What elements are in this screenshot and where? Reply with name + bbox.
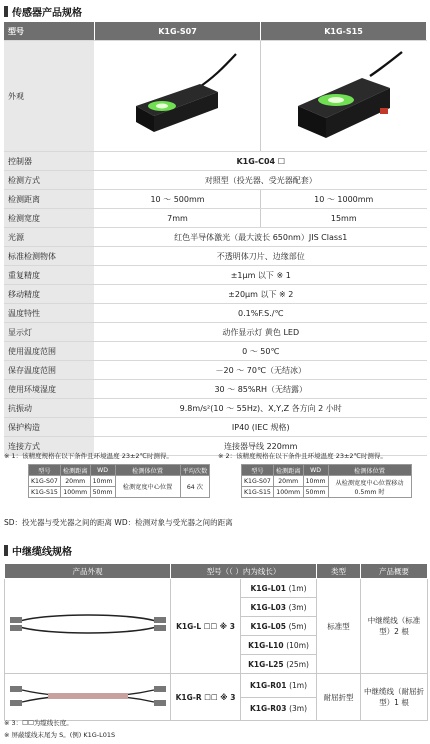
relay-model: K1G-L25 (25m): [241, 655, 317, 674]
spec-value: IP40 (IEC 规格): [95, 418, 427, 437]
relay-type-flex: 耐屈折型: [317, 674, 361, 721]
spec-row: [4, 418, 427, 437]
t1-r0c0: K1G-S07: [29, 476, 61, 487]
spec-value: 9.8m/s²(10 ～ 55Hz)、X,Y,Z 各方向 2 小时: [95, 399, 427, 418]
cable-photo-flex: [5, 674, 171, 721]
note-1-table: [28, 464, 210, 498]
spec-value: 对照型（投光器、受光器配套）: [95, 171, 427, 190]
spec-value-v1: 10 ～ 500mm: [95, 190, 261, 209]
t1-h2: WD: [90, 465, 115, 476]
note-1: ※ 1：该精度规格在以下条件且环境温度 23±2℃时测得。: [4, 452, 173, 460]
spec-header-label: 型号: [4, 22, 95, 41]
relay-base-standard: K1G-L ☐☐ ※ 3: [171, 579, 241, 674]
t2-h0: 型号: [242, 465, 274, 476]
relay-summary-flex: 中继缆线（耐屈折型）1 根: [361, 674, 428, 721]
spec-label: 显示灯: [4, 323, 95, 342]
relay-model: K1G-L01 (1m): [241, 579, 317, 598]
relay-h-appearance: 产品外观: [5, 564, 171, 579]
spec-value: 连接器导线 220mm: [95, 437, 427, 456]
appearance-label: 外观: [4, 41, 95, 152]
spec-header-row: [4, 22, 427, 41]
t1-r0c2: 10mm: [90, 476, 115, 487]
spec-label: 检测宽度: [4, 209, 95, 228]
relay-base-flex: K1G-R ☐☐ ※ 3: [171, 674, 241, 721]
spec-row: [4, 228, 427, 247]
relay-table: [4, 563, 428, 721]
relay-h-model: 型号（（ ）内为线长）: [171, 564, 317, 579]
section-heading-specs: [4, 4, 82, 18]
note-2: ※ 2：该精度规格在以下条件且环境温度 23±2℃时测得。: [218, 452, 387, 460]
t2-h1: 检测距离: [273, 465, 303, 476]
t1-h1: 检测距离: [60, 465, 90, 476]
section-heading-relay: [4, 543, 72, 557]
spec-label: 检测方式: [4, 171, 95, 190]
sensor-photo-s15: [261, 41, 427, 152]
t2-r1c1: 100mm: [273, 487, 303, 498]
spec-label: 使用温度范围: [4, 342, 95, 361]
spec-row: [4, 209, 427, 228]
spec-row: [4, 304, 427, 323]
relay-h-type: 类型: [317, 564, 361, 579]
spec-label: 控制器: [4, 152, 95, 171]
spec-row: [4, 190, 427, 209]
spec-label: 连接方式: [4, 437, 95, 456]
footnote-shield: ※ 屏蔽缆线末尾为 S。(例) K1G-L01S: [4, 731, 116, 739]
spec-table: [4, 22, 427, 456]
t1-r0c1: 20mm: [60, 476, 90, 487]
spec-row: [4, 152, 427, 171]
spec-value: ±20μm 以下 ※ 2: [95, 285, 427, 304]
spec-label: 标准检测物体: [4, 247, 95, 266]
t2-r1c2: 50mm: [303, 487, 328, 498]
relay-header-row: [5, 564, 428, 579]
relay-model: K1G-R01 (1m): [241, 674, 317, 698]
relay-h-summary: 产品概要: [361, 564, 428, 579]
spec-row: [4, 361, 427, 380]
relay-type-standard: 标准型: [317, 579, 361, 674]
t2-r0c2: 10mm: [303, 476, 328, 487]
spec-value: K1G-C04 ☐: [95, 152, 427, 171]
spec-value-v2: 10 ～ 1000mm: [261, 190, 427, 209]
t2-pos: 从检测宽度中心位置移动 0.5mm 时: [328, 476, 411, 498]
spec-label: 温度特性: [4, 304, 95, 323]
spec-label: 重复精度: [4, 266, 95, 285]
sensor-photo-s07: [95, 41, 261, 152]
relay-summary-standard: 中继缆线（标准型）2 根: [361, 579, 428, 674]
spec-value: 0.1%F.S./℃: [95, 304, 427, 323]
spec-value: 红色半导体激光（最大波长 650nm）JIS Class1: [95, 228, 427, 247]
t2-r0c0: K1G-S07: [242, 476, 274, 487]
spec-value-v1: 7mm: [95, 209, 261, 228]
spec-label: 抗振动: [4, 399, 95, 418]
spec-label: 检测距离: [4, 190, 95, 209]
spec-row: [4, 342, 427, 361]
spec-row: [4, 285, 427, 304]
t1-r1c1: 100mm: [60, 487, 90, 498]
t1-h3: 检测体位置: [115, 465, 180, 476]
spec-label: 保护构造: [4, 418, 95, 437]
spec-value: 不透明体刀片、边缘部位: [95, 247, 427, 266]
t1-r1c0: K1G-S15: [29, 487, 61, 498]
t2-h3: 检测体位置: [328, 465, 411, 476]
cable-photo-standard: [5, 579, 171, 674]
spec-value: ±1μm 以下 ※ 1: [95, 266, 427, 285]
spec-row: [4, 323, 427, 342]
spec-label: 光源: [4, 228, 95, 247]
appearance-row: [4, 41, 427, 152]
section-title: 传感器产品规格: [12, 7, 82, 19]
spec-label: 使用环境湿度: [4, 380, 95, 399]
note-2-table: [241, 464, 412, 498]
relay-model: K1G-L10 (10m): [241, 636, 317, 655]
spec-header-col1: K1G-S07: [95, 22, 261, 41]
relay-model: K1G-L05 (5m): [241, 617, 317, 636]
t1-r1c2: 50mm: [90, 487, 115, 498]
spec-label: 保存温度范围: [4, 361, 95, 380]
t1-h0: 型号: [29, 465, 61, 476]
relay-model: K1G-R03 (3m): [241, 697, 317, 721]
section-title: 中继缆线规格: [12, 546, 72, 558]
heading-bar: [4, 545, 8, 556]
relay-model: K1G-L03 (3m): [241, 598, 317, 617]
t2-r0c1: 20mm: [273, 476, 303, 487]
spec-value: 0 ～ 50℃: [95, 342, 427, 361]
t1-pos: 检测宽度中心位置: [115, 476, 180, 498]
footnote-3: ※ 3：☐☐为缆线长度。: [4, 719, 73, 727]
spec-label: 移动精度: [4, 285, 95, 304]
sd-wd-legend: SD：投光器与受光器之间的距离 WD：检测对象与受光器之间的距离: [4, 518, 233, 527]
t2-r1c0: K1G-S15: [242, 487, 274, 498]
heading-bar: [4, 6, 8, 17]
spec-value: 动作显示灯 黄色 LED: [95, 323, 427, 342]
t2-h2: WD: [303, 465, 328, 476]
spec-row: [4, 266, 427, 285]
spec-value: 30 ～ 85%RH（无结露）: [95, 380, 427, 399]
spec-value: －20 ～ 70℃（无结冰）: [95, 361, 427, 380]
spec-row: [4, 380, 427, 399]
spec-value-v2: 15mm: [261, 209, 427, 228]
t1-avg: 64 次: [180, 476, 210, 498]
t1-h4: 平均次数: [180, 465, 210, 476]
spec-header-col2: K1G-S15: [261, 22, 427, 41]
spec-row: [4, 399, 427, 418]
spec-row: [4, 171, 427, 190]
spec-row: [4, 247, 427, 266]
